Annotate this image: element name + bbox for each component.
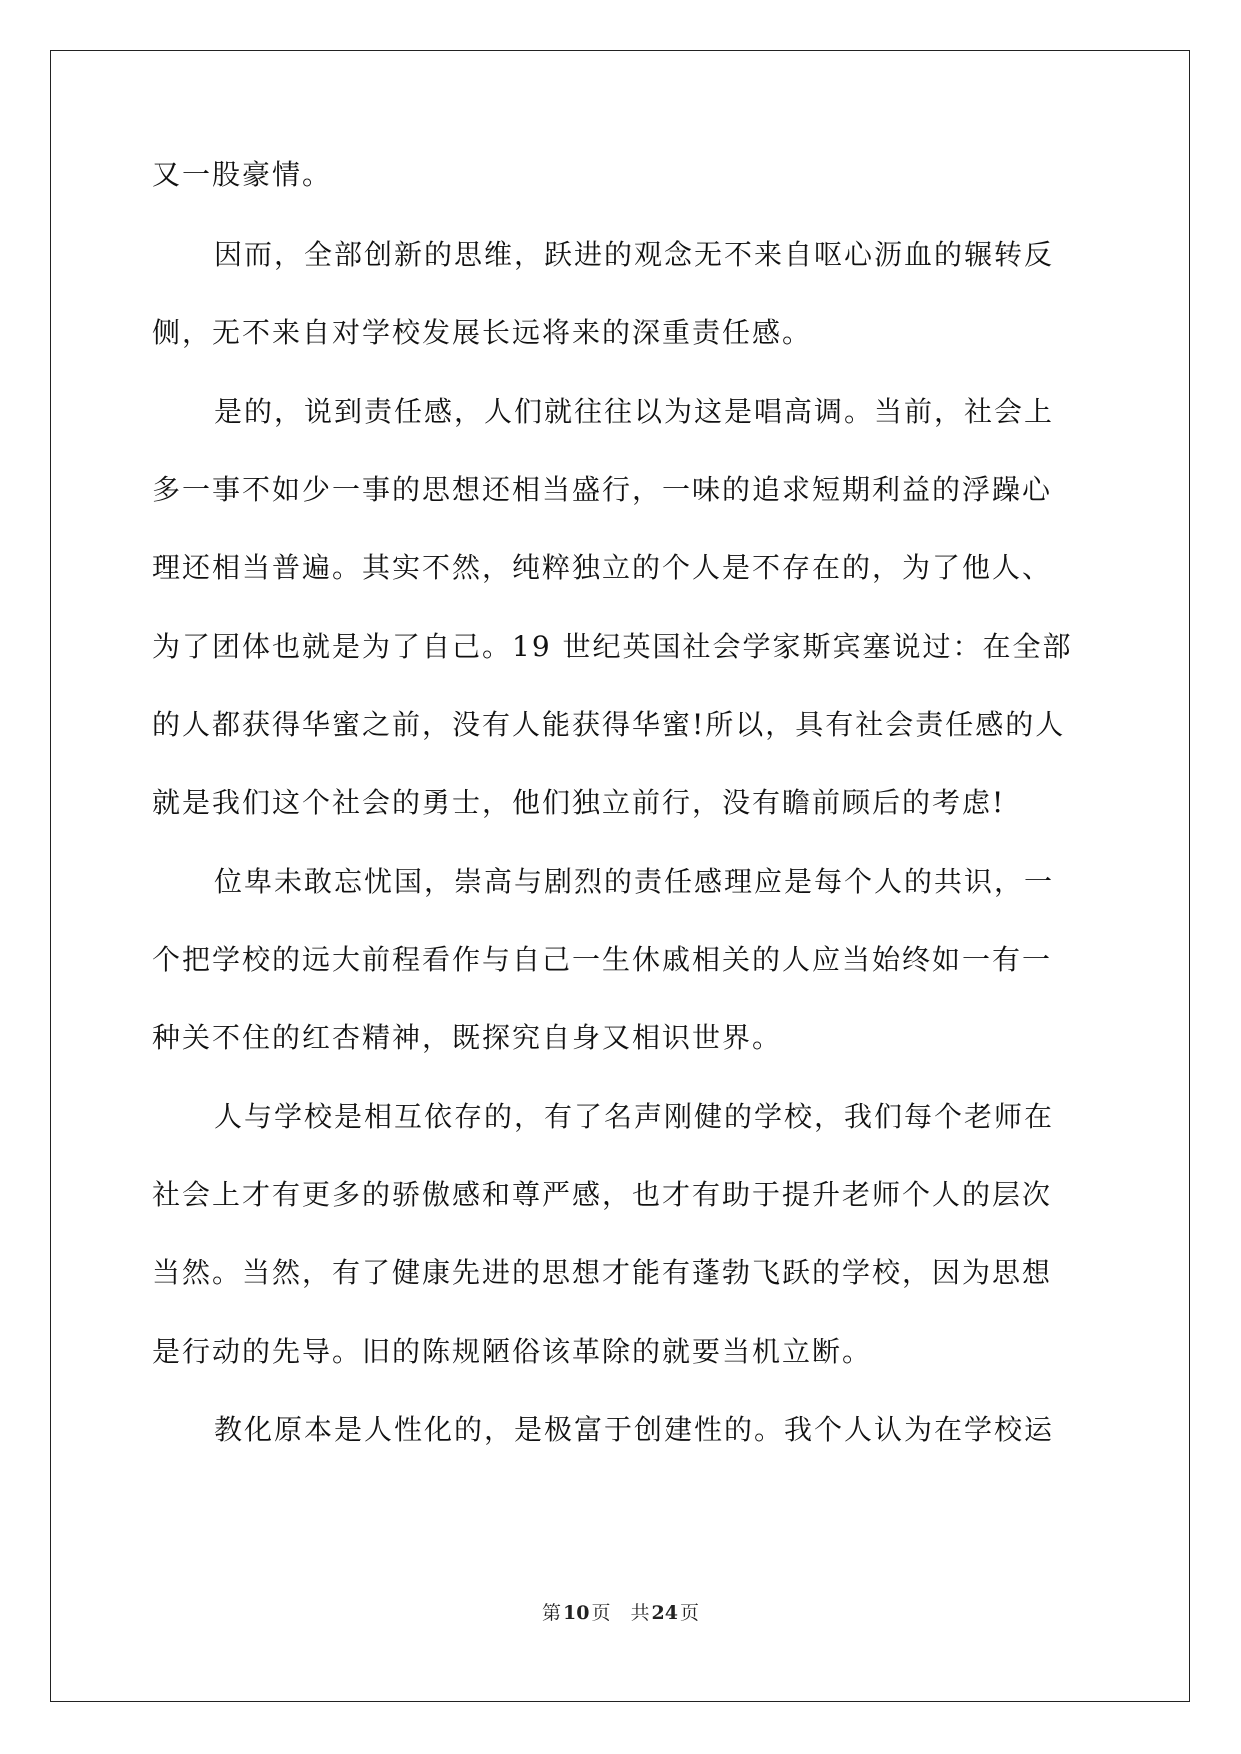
total-prefix: 共 [630,1602,650,1624]
page-suffix: 页 [591,1602,611,1624]
text-line: 种关不住的红杏精神，既探究自身又相识世界。 [152,1021,783,1054]
paragraph-start-line: 教化原本是人性化的，是极富于创建性的。我个人认为在学校运 [214,1413,1055,1446]
text-line: 侧，无不来自对学校发展长远将来的深重责任感。 [152,316,813,349]
text-line: 多一事不如少一事的思想还相当盛行，一味的追求短期利益的浮躁心 [152,473,1053,506]
text-line: 当然。当然，有了健康先进的思想才能有蓬勃飞跃的学校，因为思想 [152,1256,1053,1289]
text-line: 社会上才有更多的骄傲感和尊严感，也才有助于提升老师个人的层次 [152,1178,1053,1211]
current-page-number: 10 [563,1602,590,1624]
text-line: 又一股豪情。 [152,158,333,191]
text-line: 的人都获得华蜜之前，没有人能获得华蜜!所以，具有社会责任感的人 [152,708,1066,741]
text-line: 为了团体也就是为了自己。19 世纪英国社会学家斯宾塞说过：在全部 [152,630,1073,663]
total-suffix: 页 [679,1602,699,1624]
text-line: 是行动的先导。旧的陈规陋俗该革除的就要当机立断。 [152,1335,873,1368]
text-line: 理还相当普遍。其实不然，纯粹独立的个人是不存在的，为了他人、 [152,551,1053,584]
page-prefix: 第 [542,1602,562,1624]
paragraph-start-line: 是的，说到责任感，人们就往往以为这是唱高调。当前，社会上 [214,395,1055,428]
paragraph-start-line: 人与学校是相互依存的，有了名声刚健的学校，我们每个老师在 [214,1100,1055,1133]
paragraph-start-line: 因而，全部创新的思维，跃进的观念无不来自呕心沥血的辗转反 [214,238,1055,271]
paragraph-start-line: 位卑未敢忘忧国，崇高与剧烈的责任感理应是每个人的共识，一 [214,865,1055,898]
text-line: 就是我们这个社会的勇士，他们独立前行，没有瞻前顾后的考虑! [152,786,1006,819]
total-page-count: 24 [651,1602,678,1624]
text-line: 个把学校的远大前程看作与自己一生休戚相关的人应当始终如一有一 [152,943,1053,976]
page-footer [0,1598,1241,1625]
